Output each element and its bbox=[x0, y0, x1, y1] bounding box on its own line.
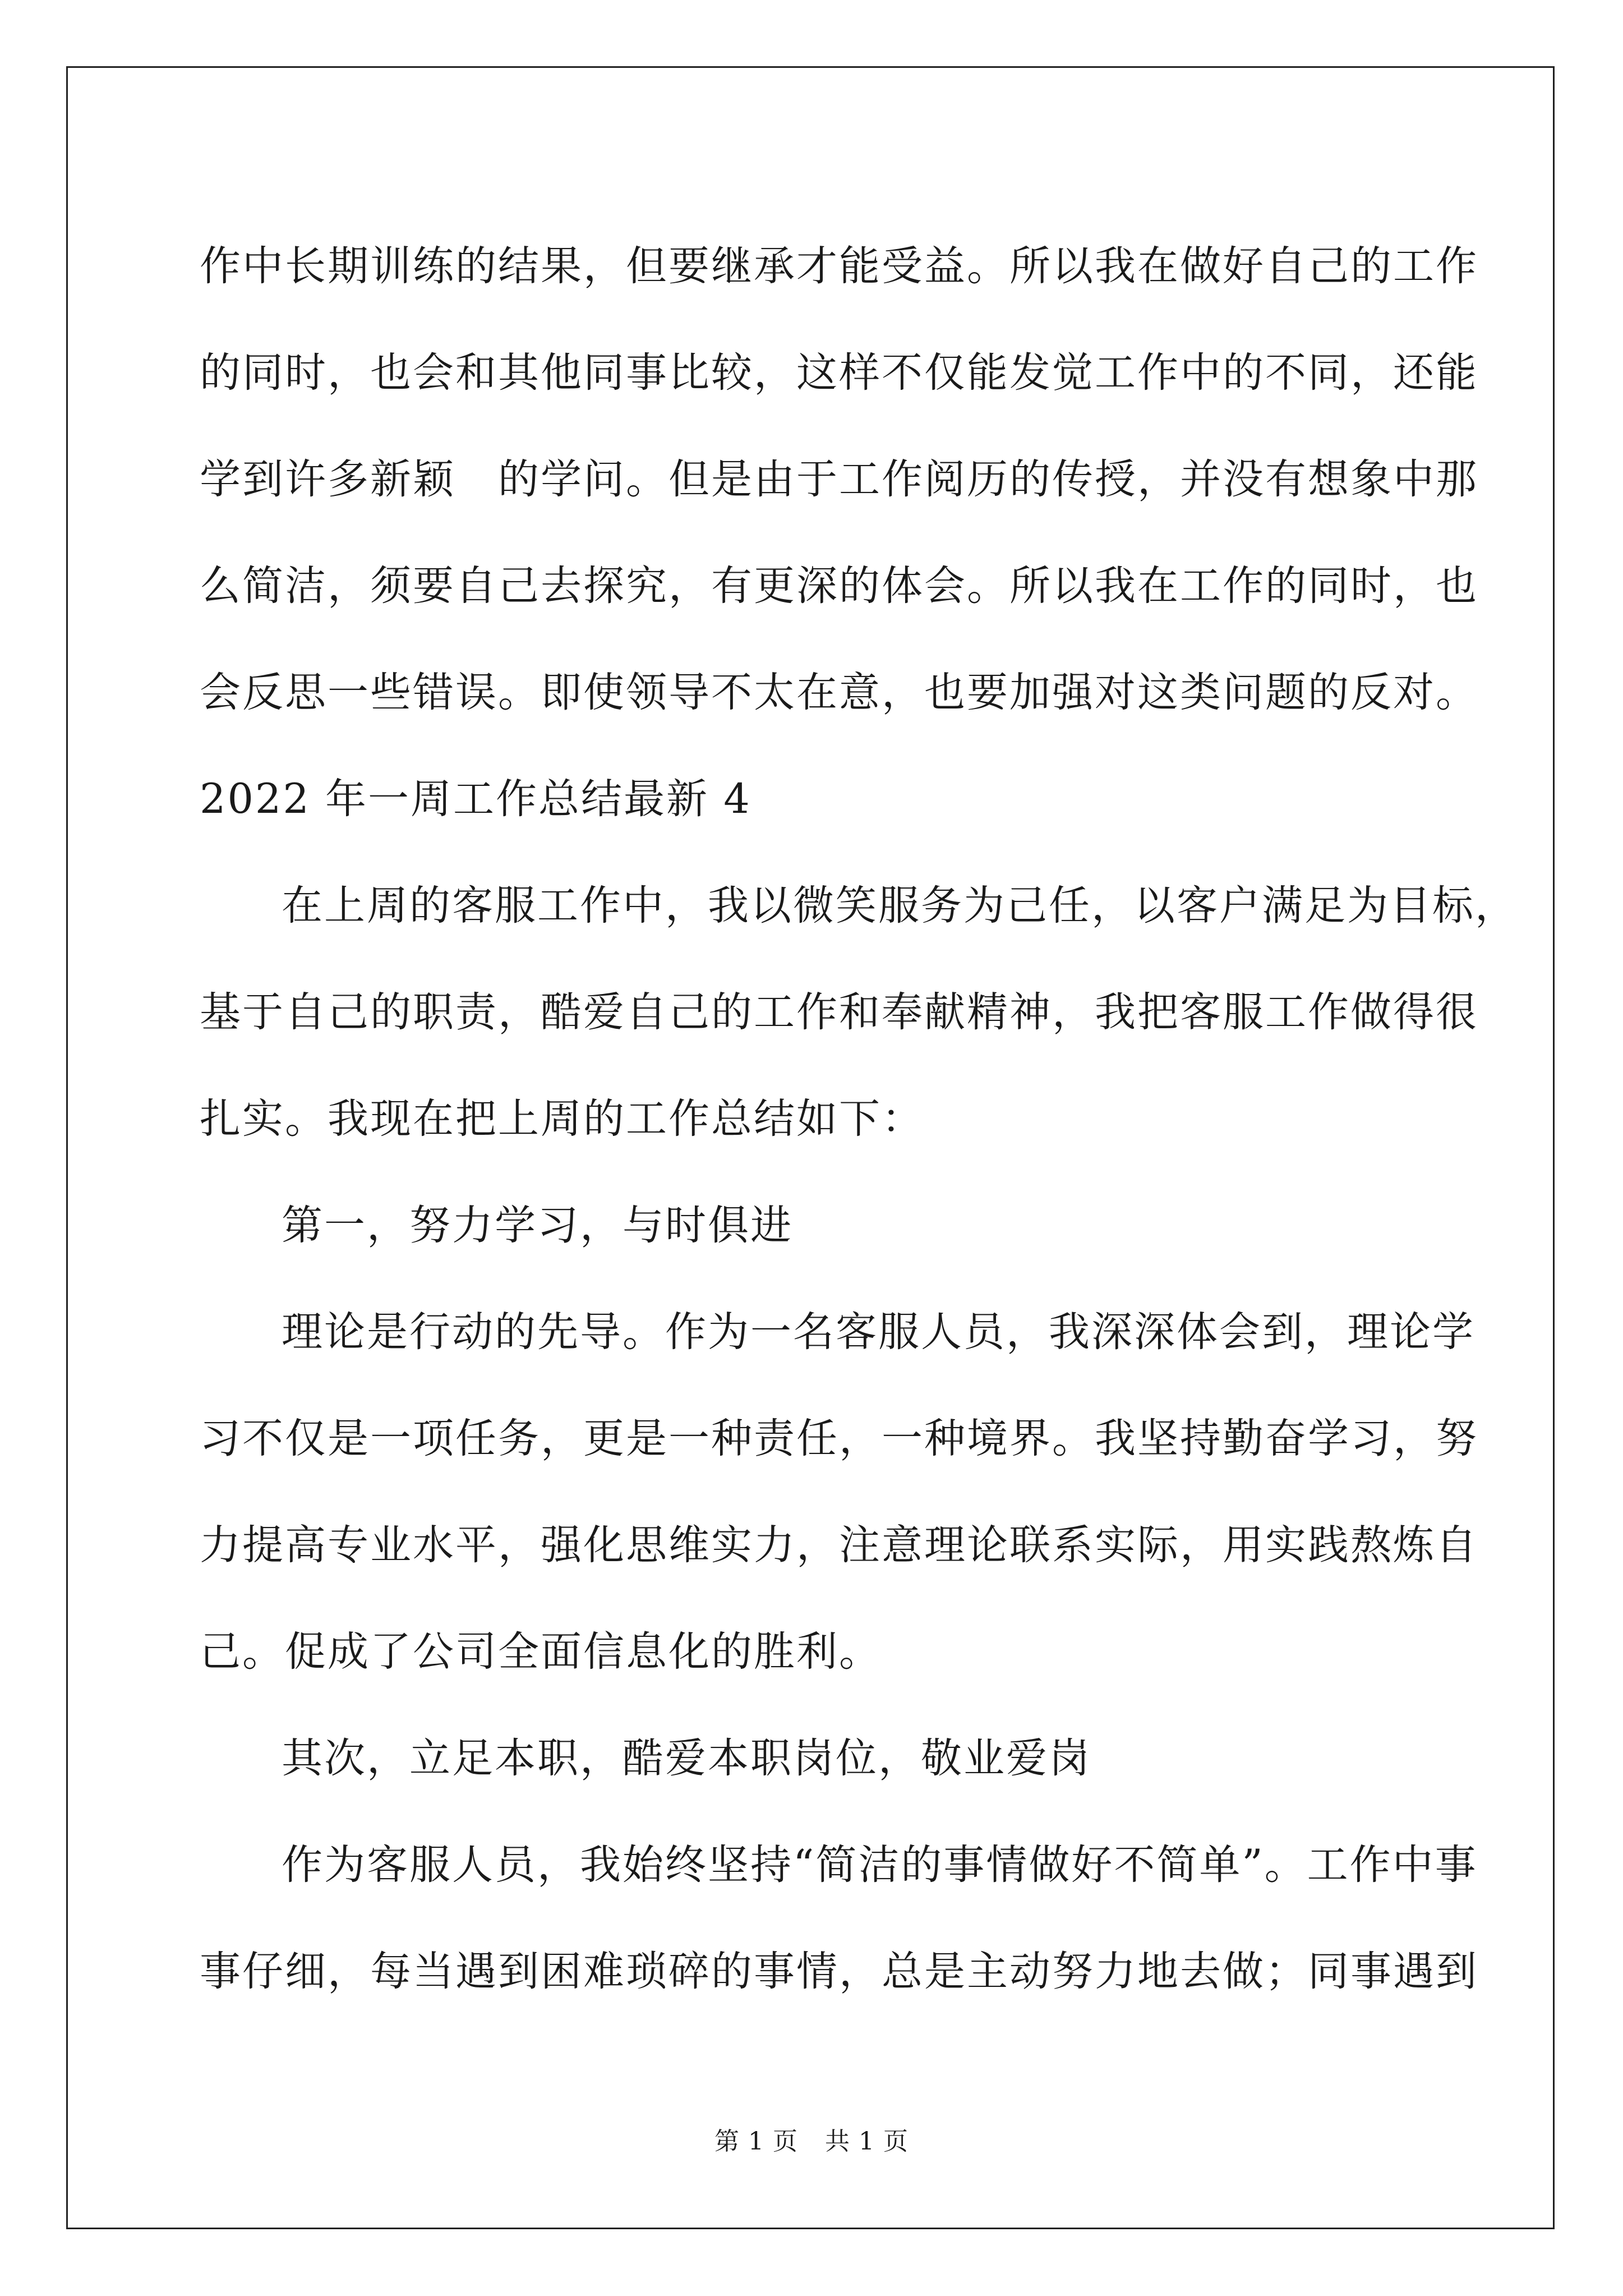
text-line: 的同时，也会和其他同事比较，这样不仅能发觉工作中的不同，还能 bbox=[200, 349, 1478, 397]
paragraph-start: 作为客服人员，我始终坚持“简洁的事情做好不简单”。工作中事 bbox=[282, 1841, 1478, 1889]
subheading: 第一，努力学习，与时俱进 bbox=[282, 1202, 793, 1249]
section-heading: 2022 年一周工作总结最新 4 bbox=[200, 775, 751, 823]
document-body bbox=[200, 213, 1518, 2025]
text-line: 事仔细，每当遇到困难琐碎的事情，总是主动努力地去做；同事遇到 bbox=[200, 1948, 1478, 1995]
text-line: 力提高专业水平，强化思维实力，注意理论联系实际，用实践熬炼自 bbox=[200, 1521, 1478, 1569]
text-line: 己。促成了公司全面信息化的胜利。 bbox=[200, 1628, 882, 1676]
text-line: 么简洁，须要自己去探究，有更深的体会。所以我在工作的同时，也 bbox=[200, 562, 1478, 610]
paragraph-start: 理论是行动的先导。作为一名客服人员，我深深体会到，理论学 bbox=[282, 1308, 1475, 1356]
text-line: 扎实。我现在把上周的工作总结如下： bbox=[200, 1095, 924, 1143]
paragraph-start: 在上周的客服工作中，我以微笑服务为己任，以客户满足为目标， bbox=[282, 882, 1518, 930]
text-line: 会反思一些错误。即使领导不太在意，也要加强对这类问题的反对。 bbox=[200, 669, 1478, 716]
subheading: 其次，立足本职，酷爱本职岗位，敬业爱岗 bbox=[282, 1734, 1091, 1782]
page-total: 共 1 页 bbox=[825, 2127, 909, 2156]
text-line: 作中长期训练的结果，但要继承才能受益。所以我在做好自己的工作 bbox=[200, 242, 1478, 290]
text-line: 基于自己的职责，酷爱自己的工作和奉献精神，我把客服工作做得很 bbox=[200, 988, 1478, 1036]
page-footer bbox=[0, 2125, 1623, 2159]
page-number: 第 1 页 bbox=[714, 2127, 798, 2156]
text-line: 习不仅是一项任务，更是一种责任，一种境界。我坚持勤奋学习，努 bbox=[200, 1415, 1478, 1462]
text-line: 学到许多新颖 的学问。但是由于工作阅历的传授，并没有想象中那 bbox=[200, 455, 1478, 503]
